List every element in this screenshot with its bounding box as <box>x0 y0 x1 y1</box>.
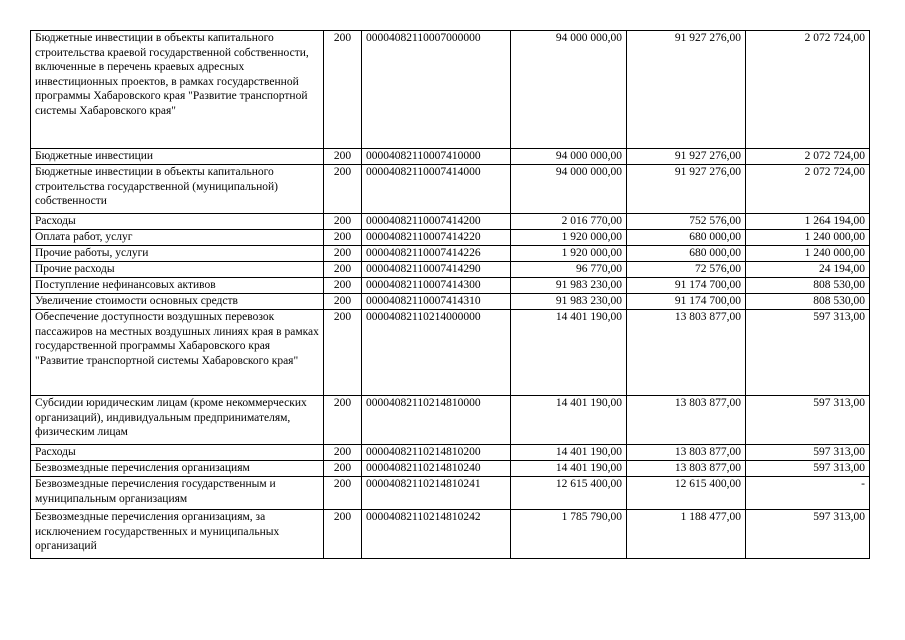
table-row <box>31 262 870 278</box>
row-executed: 1 188 477,00 <box>627 510 746 559</box>
row-code: 200 <box>324 230 362 246</box>
row-kbk: 00004082110007414310 <box>362 294 511 310</box>
row-name: Поступление нефинансовых активов <box>31 278 324 294</box>
row-executed: 91 927 276,00 <box>627 149 746 165</box>
row-name: Прочие работы, услуги <box>31 246 324 262</box>
row-code: 200 <box>324 396 362 445</box>
table-row <box>31 278 870 294</box>
row-code: 200 <box>324 149 362 165</box>
row-approved: 12 615 400,00 <box>511 477 627 510</box>
table-row <box>31 310 870 396</box>
table-row <box>31 230 870 246</box>
row-code: 200 <box>324 278 362 294</box>
row-code: 200 <box>324 246 362 262</box>
row-code: 200 <box>324 294 362 310</box>
row-kbk: 00004082110007414226 <box>362 246 511 262</box>
row-kbk: 00004082110007414220 <box>362 230 511 246</box>
row-approved: 91 983 230,00 <box>511 294 627 310</box>
budget-table <box>30 30 870 559</box>
row-name: Бюджетные инвестиции в объекты капитального строительства государственной (муниципальной) собственности <box>31 165 324 214</box>
row-executed: 13 803 877,00 <box>627 310 746 396</box>
row-executed: 91 174 700,00 <box>627 278 746 294</box>
table-row <box>31 214 870 230</box>
row-approved: 94 000 000,00 <box>511 149 627 165</box>
row-kbk: 00004082110007414200 <box>362 214 511 230</box>
row-approved: 94 000 000,00 <box>511 31 627 149</box>
row-code: 200 <box>324 165 362 214</box>
row-unexecuted: 2 072 724,00 <box>746 165 870 214</box>
row-executed: 91 927 276,00 <box>627 165 746 214</box>
row-approved: 2 016 770,00 <box>511 214 627 230</box>
table-row <box>31 477 870 510</box>
row-approved: 91 983 230,00 <box>511 278 627 294</box>
table-row <box>31 461 870 477</box>
row-approved: 14 401 190,00 <box>511 461 627 477</box>
row-approved: 14 401 190,00 <box>511 310 627 396</box>
table-row <box>31 396 870 445</box>
table-row <box>31 294 870 310</box>
row-kbk: 00004082110214810242 <box>362 510 511 559</box>
row-name: Безвозмездные перечисления организациям, за исключением государственных и муниципальных организаций <box>31 510 324 559</box>
row-executed: 680 000,00 <box>627 230 746 246</box>
row-name: Увеличение стоимости основных средств <box>31 294 324 310</box>
row-kbk: 00004082110007410000 <box>362 149 511 165</box>
row-code: 200 <box>324 461 362 477</box>
row-name: Расходы <box>31 445 324 461</box>
row-executed: 91 174 700,00 <box>627 294 746 310</box>
row-approved: 94 000 000,00 <box>511 165 627 214</box>
row-unexecuted: 1 264 194,00 <box>746 214 870 230</box>
table-row <box>31 165 870 214</box>
row-executed: 13 803 877,00 <box>627 445 746 461</box>
row-name: Прочие расходы <box>31 262 324 278</box>
row-kbk: 00004082110214810240 <box>362 461 511 477</box>
row-kbk: 00004082110214000000 <box>362 310 511 396</box>
row-approved: 14 401 190,00 <box>511 396 627 445</box>
row-name: Расходы <box>31 214 324 230</box>
row-code: 200 <box>324 262 362 278</box>
row-code: 200 <box>324 477 362 510</box>
row-code: 200 <box>324 510 362 559</box>
row-unexecuted: 2 072 724,00 <box>746 31 870 149</box>
row-code: 200 <box>324 445 362 461</box>
row-kbk: 00004082110007414000 <box>362 165 511 214</box>
table-row <box>31 149 870 165</box>
row-name: Оплата работ, услуг <box>31 230 324 246</box>
row-executed: 13 803 877,00 <box>627 461 746 477</box>
row-unexecuted: 597 313,00 <box>746 310 870 396</box>
table-row <box>31 246 870 262</box>
row-name: Обеспечение доступности воздушных перевозок пассажиров на местных воздушных линиях края в рамках государственной программы Хабаровского края "Развитие транспортной системы Хабаровского края" <box>31 310 324 396</box>
row-unexecuted: 597 313,00 <box>746 510 870 559</box>
row-unexecuted: 1 240 000,00 <box>746 246 870 262</box>
row-executed: 91 927 276,00 <box>627 31 746 149</box>
row-code: 200 <box>324 214 362 230</box>
row-executed: 752 576,00 <box>627 214 746 230</box>
row-kbk: 00004082110007414290 <box>362 262 511 278</box>
row-unexecuted: 597 313,00 <box>746 461 870 477</box>
row-approved: 96 770,00 <box>511 262 627 278</box>
table-row <box>31 445 870 461</box>
row-name: Безвозмездные перечисления государственным и муниципальным организациям <box>31 477 324 510</box>
row-unexecuted: 2 072 724,00 <box>746 149 870 165</box>
row-approved: 1 920 000,00 <box>511 230 627 246</box>
table-row <box>31 510 870 559</box>
row-executed: 680 000,00 <box>627 246 746 262</box>
row-name: Безвозмездные перечисления организациям <box>31 461 324 477</box>
row-approved: 1 785 790,00 <box>511 510 627 559</box>
row-unexecuted: 24 194,00 <box>746 262 870 278</box>
row-code: 200 <box>324 31 362 149</box>
row-unexecuted: 1 240 000,00 <box>746 230 870 246</box>
row-executed: 13 803 877,00 <box>627 396 746 445</box>
row-kbk: 00004082110007000000 <box>362 31 511 149</box>
row-unexecuted: 808 530,00 <box>746 294 870 310</box>
row-executed: 72 576,00 <box>627 262 746 278</box>
row-kbk: 00004082110214810000 <box>362 396 511 445</box>
row-kbk: 00004082110214810241 <box>362 477 511 510</box>
row-executed: 12 615 400,00 <box>627 477 746 510</box>
table-row <box>31 31 870 149</box>
row-name: Субсидии юридическим лицам (кроме некоммерческих организаций), индивидуальным предпринимателям, физическим лицам <box>31 396 324 445</box>
row-approved: 1 920 000,00 <box>511 246 627 262</box>
row-name: Бюджетные инвестиции в объекты капитального строительства краевой государственной собственности, включенные в перечень краевых адресных инвестиционных проектов, в рамках государственной программы Хабаровского края "Развитие транспортной системы Хабаровского края" <box>31 31 324 149</box>
row-kbk: 00004082110007414300 <box>362 278 511 294</box>
row-name: Бюджетные инвестиции <box>31 149 324 165</box>
row-kbk: 00004082110214810200 <box>362 445 511 461</box>
row-unexecuted: 597 313,00 <box>746 396 870 445</box>
row-unexecuted: 597 313,00 <box>746 445 870 461</box>
row-unexecuted: 808 530,00 <box>746 278 870 294</box>
row-code: 200 <box>324 310 362 396</box>
row-approved: 14 401 190,00 <box>511 445 627 461</box>
row-unexecuted: - <box>746 477 870 510</box>
